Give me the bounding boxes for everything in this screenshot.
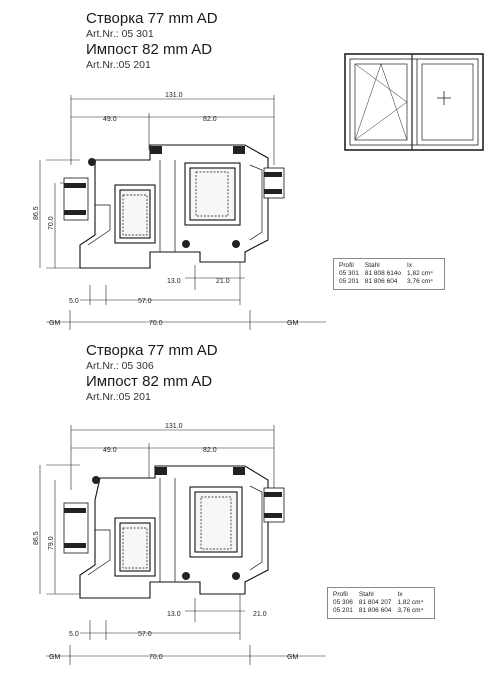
- dim-70: 70.0: [149, 320, 163, 327]
- gm-left-label: GM: [49, 654, 61, 661]
- table-cell: 81 806 604: [364, 278, 398, 285]
- gm-left-label: GM: [49, 320, 61, 327]
- dim-inner-height: 79.0: [48, 536, 55, 550]
- table-row: [333, 599, 429, 607]
- table-header-cell: Ix: [407, 262, 413, 269]
- sash-article-number: Art.Nr.: 05 301: [86, 28, 154, 40]
- mullion-title: Импост 82 mm AD: [86, 41, 213, 58]
- dim-5: 5.0: [69, 631, 79, 638]
- table-cell: 05 201: [339, 278, 359, 285]
- dim-57: 57.0: [138, 298, 152, 305]
- dim-70: 70.0: [149, 654, 163, 661]
- table-cell: 81 808 614o: [364, 270, 402, 277]
- table-header-cell: Stahl: [358, 591, 374, 598]
- window-elevation-icon: [345, 54, 483, 150]
- table-cell: 1,82 cm⁴: [407, 270, 433, 277]
- table-cell: 05 201: [333, 607, 353, 614]
- dim-inner-height: 70.0: [48, 216, 55, 230]
- section-1-profile-table: [333, 258, 445, 290]
- gm-right-label: GM: [287, 320, 299, 327]
- table-row: [333, 607, 429, 615]
- section-2-profile-drawing: [33, 423, 326, 665]
- dim-right-width: 82.0: [203, 116, 217, 123]
- dim-total-width: 131.0: [165, 92, 183, 99]
- dim-total-width: 131.0: [165, 423, 183, 430]
- dim-13: 13.0: [167, 278, 181, 285]
- table-cell: 05 301: [339, 270, 359, 277]
- table-header-row: [339, 262, 439, 270]
- dim-right-width: 82.0: [203, 447, 217, 454]
- section-2-profile-table: [327, 587, 435, 619]
- mullion-article-number: Art.Nr.:05 201: [86, 391, 151, 403]
- table-row: [339, 278, 439, 286]
- table-header-cell: Stahl: [364, 262, 380, 269]
- sash-title: Створка 77 mm AD: [86, 342, 218, 359]
- table-header-row: [333, 591, 429, 599]
- dim-outer-height: 86.5: [33, 531, 40, 545]
- dim-left-width: 49.0: [103, 116, 117, 123]
- table-cell: 81 804 207: [358, 599, 392, 606]
- mullion-title: Импост 82 mm AD: [86, 373, 213, 390]
- section-1-profile-drawing: [33, 92, 326, 330]
- table-cell: 1,82 cm⁴: [397, 599, 424, 606]
- table-cell: 81 806 604: [358, 607, 392, 614]
- sash-article-number: Art.Nr.: 05 306: [86, 360, 154, 372]
- table-cell: 3,76 cm⁴: [407, 278, 433, 285]
- dim-21: 21.0: [216, 278, 230, 285]
- dim-outer-height: 86.5: [33, 206, 40, 220]
- dim-left-width: 49.0: [103, 447, 117, 454]
- dim-21: 21.0: [253, 611, 267, 618]
- dim-5: 5.0: [69, 298, 79, 305]
- table-cell: 3,76 cm⁴: [397, 607, 424, 614]
- dim-57: 57.0: [138, 631, 152, 638]
- table-header-cell: Profil: [339, 262, 354, 269]
- table-cell: 05 306: [333, 599, 353, 606]
- gm-right-label: GM: [287, 654, 299, 661]
- mullion-article-number: Art.Nr.:05 201: [86, 59, 151, 71]
- sash-title: Створка 77 mm AD: [86, 10, 218, 27]
- table-header-cell: Ix: [397, 591, 403, 598]
- dim-13: 13.0: [167, 611, 181, 618]
- table-header-cell: Profil: [333, 591, 348, 598]
- table-row: [339, 270, 439, 278]
